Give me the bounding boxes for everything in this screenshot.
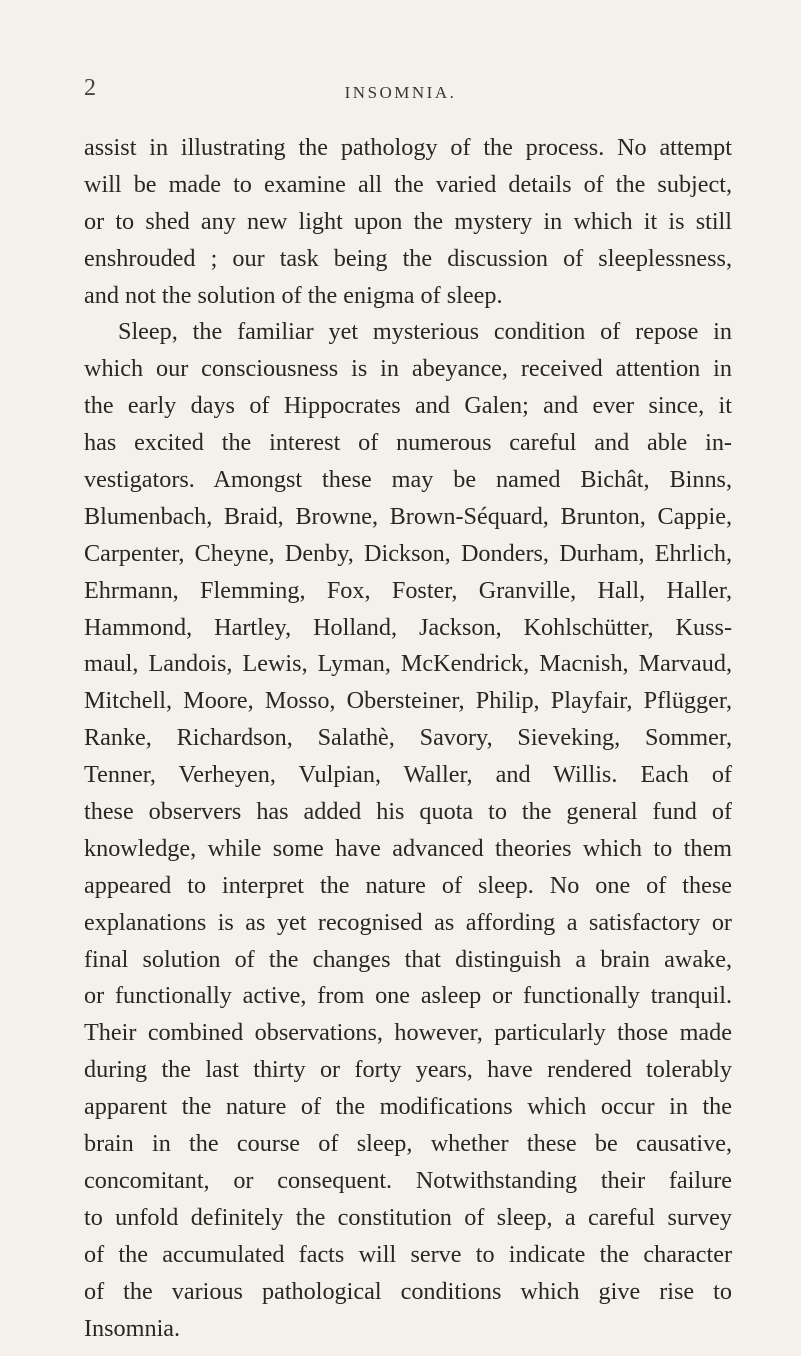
text-line: Ranke, Richardson, Salathè, Savory, Sieveking, Sommer, bbox=[84, 724, 732, 752]
text-line: to unfold definitely the constitution of sleep, a careful survey bbox=[84, 1203, 732, 1231]
text-line: assist in illustrating the pathology of the process. No attempt bbox=[84, 134, 732, 161]
text-line: concomitant, or consequent. Notwithstanding their failure bbox=[84, 1166, 732, 1194]
text-line: Tenner, Verheyen, Vulpian, Waller, and Willis. Each of bbox=[84, 761, 732, 789]
text-line: appeared to interpret the nature of sleep. No one of these bbox=[84, 871, 732, 899]
text-line: of the various pathological conditions which give rise to bbox=[84, 1277, 732, 1305]
text-line: or to shed any new light upon the mystery in which it is still bbox=[84, 207, 732, 235]
text-line: Mitchell, Moore, Mosso, Obersteiner, Philip, Playfair, Pflügger, bbox=[84, 687, 732, 715]
text-line: Ehrmann, Flemming, Fox, Foster, Granville, Hall, Haller, bbox=[84, 576, 732, 604]
text-line: Their combined observations, however, particularly those made bbox=[84, 1019, 732, 1047]
text-line: will be made to examine all the varied details of the subject, bbox=[84, 170, 732, 198]
page-number: 2 bbox=[84, 75, 96, 101]
text-line: the early days of Hippocrates and Galen; and ever since, it bbox=[84, 392, 732, 420]
text-line: Carpenter, Cheyne, Denby, Dickson, Donders, Durham, Ehrlich, bbox=[84, 539, 732, 567]
text-line: enshrouded ; our task being the discussion of sleeplessness, bbox=[84, 244, 732, 272]
text-line: during the last thirty or forty years, have rendered tolerably bbox=[84, 1056, 732, 1084]
text-line: apparent the nature of the modifications which occur in the bbox=[84, 1093, 732, 1121]
text-line: which our consciousness is in abeyance, received attention in bbox=[84, 355, 732, 383]
text-line: vestigators. Amongst these may be named Bichât, Binns, bbox=[84, 466, 732, 494]
text-line: Hammond, Hartley, Holland, Jackson, Kohlschütter, Kuss- bbox=[84, 613, 732, 641]
text-line: Blumenbach, Braid, Browne, Brown-Séquard, Brunton, Cappie, bbox=[84, 502, 732, 530]
text-line: and not the solution of the enigma of sleep. bbox=[84, 281, 503, 309]
text-line: maul, Landois, Lewis, Lyman, McKendrick, Macnish, Marvaud, bbox=[84, 650, 732, 678]
text-line: of the accumulated facts will serve to indicate the character bbox=[84, 1240, 732, 1268]
text-line: has excited the interest of numerous careful and able in- bbox=[84, 429, 732, 457]
text-line: final solution of the changes that distinguish a brain awake, bbox=[84, 945, 732, 973]
body-text bbox=[84, 130, 732, 1347]
text-line: explanations is as yet recognised as affording a satisfactory or bbox=[84, 908, 732, 936]
text-line: brain in the course of sleep, whether these be causative, bbox=[84, 1130, 732, 1158]
paragraph-first-line: Sleep, the familiar yet mysterious condition of repose in bbox=[118, 318, 732, 346]
text-line: these observers has added his quota to the general fund of bbox=[84, 798, 732, 826]
text-line: knowledge, while some have advanced theories which to them bbox=[84, 834, 732, 862]
text-line: Insomnia. bbox=[84, 1314, 181, 1342]
running-title: INSOMNIA. bbox=[344, 83, 457, 102]
text-line: or functionally active, from one asleep or functionally tranquil. bbox=[84, 982, 732, 1010]
